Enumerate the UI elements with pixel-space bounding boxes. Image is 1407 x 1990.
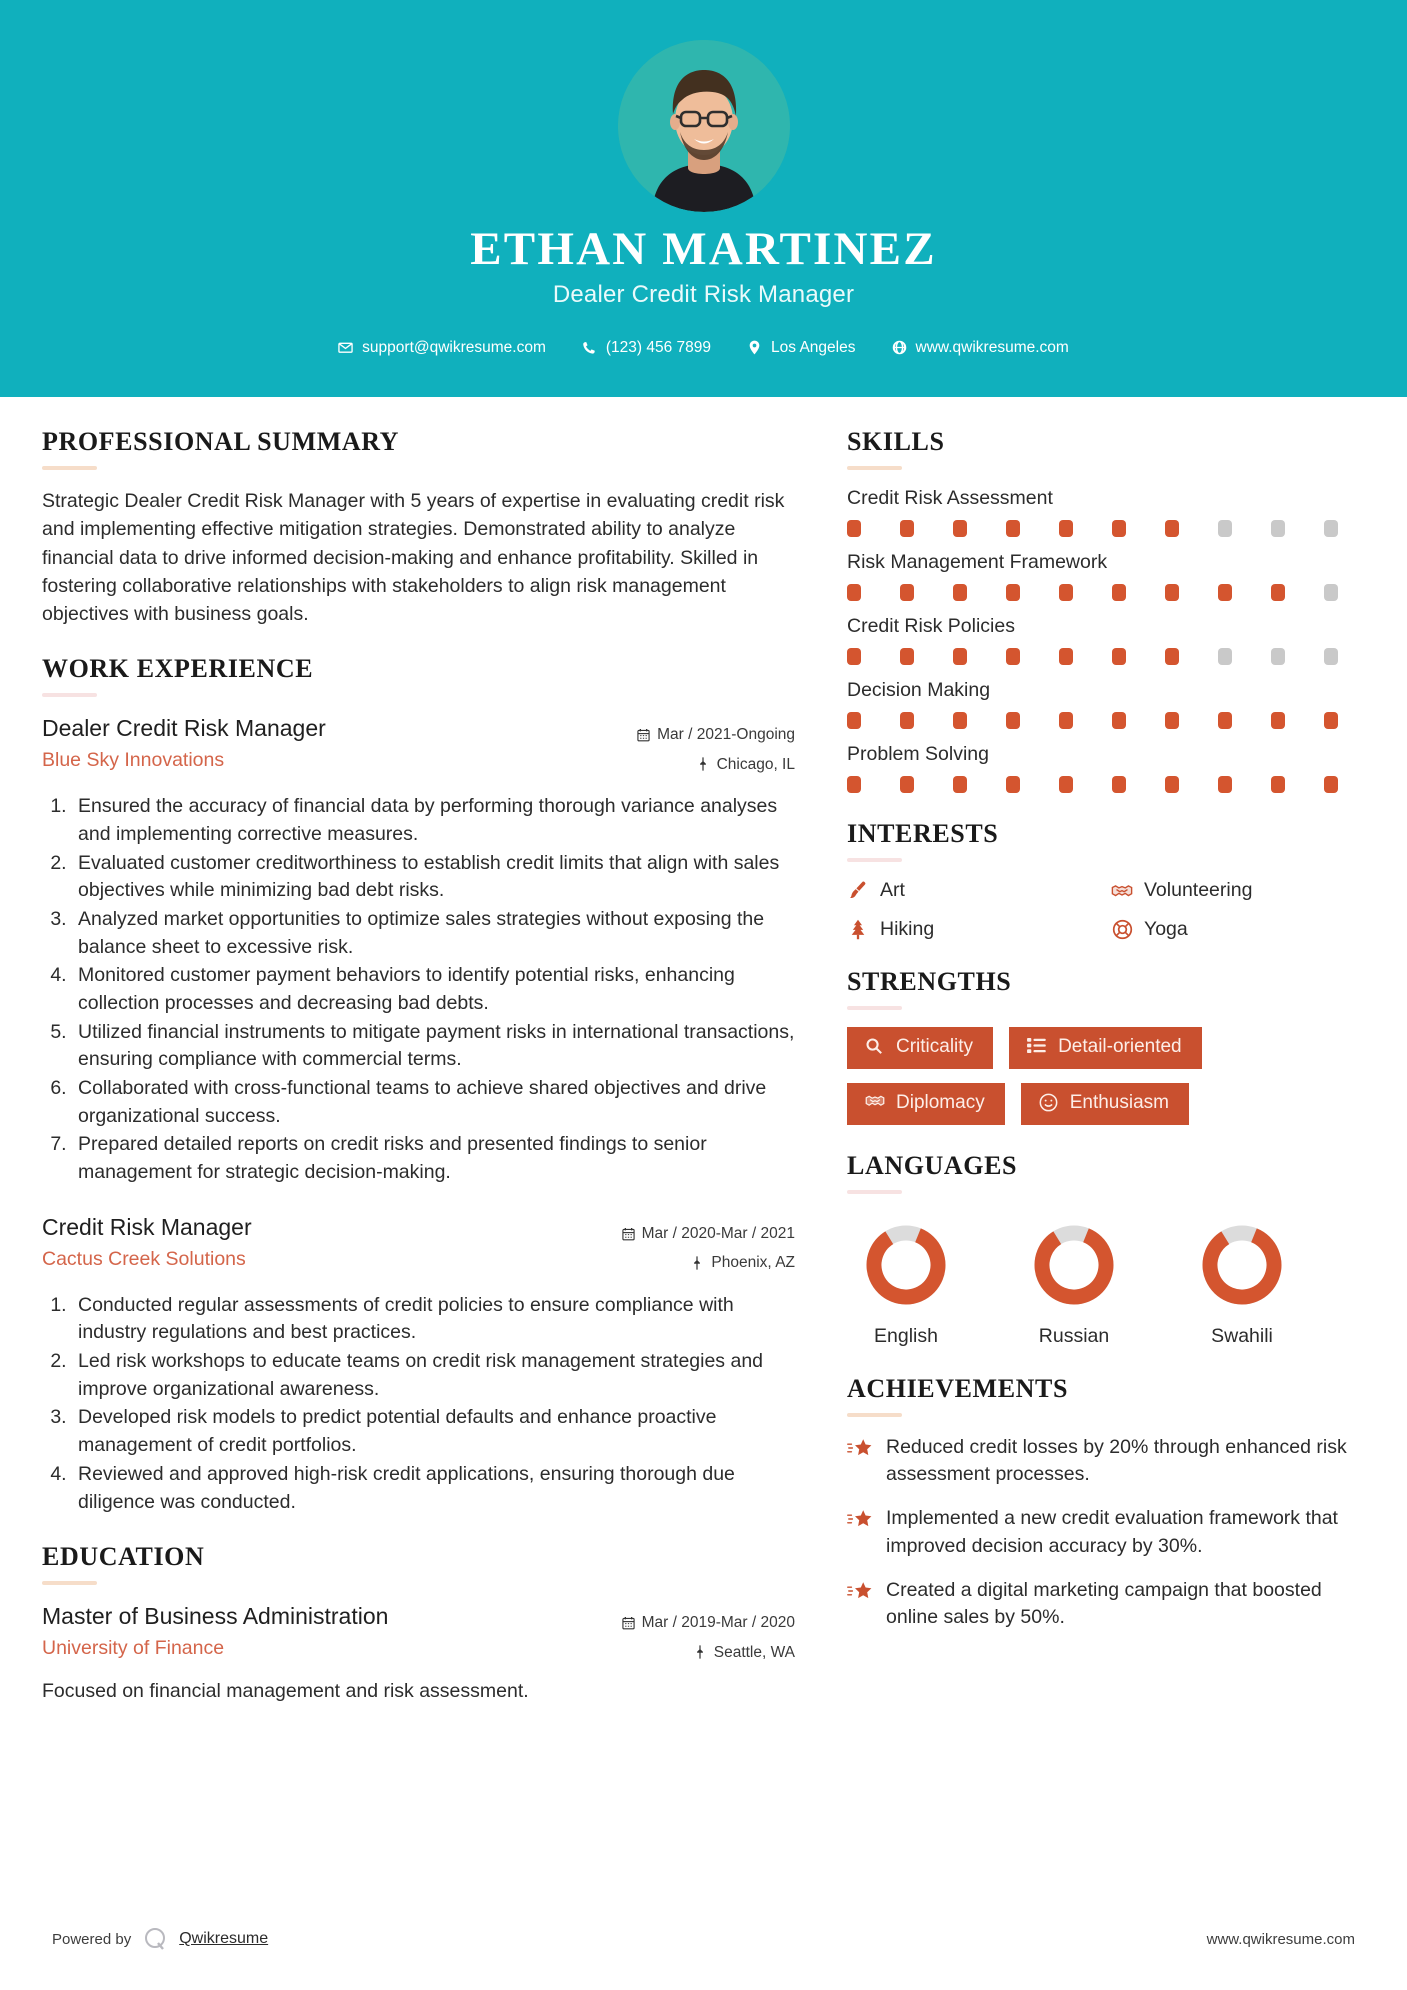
contact-email-text: support@qwikresume.com (362, 338, 546, 356)
skill-rating (847, 520, 1365, 537)
skill-dot (1059, 776, 1073, 793)
skill-dot (1271, 584, 1285, 601)
page-title: ETHAN MARTINEZ (470, 223, 937, 275)
section-title-interests: INTERESTS (847, 819, 999, 848)
skill-dot (1271, 648, 1285, 665)
skill-dot (1165, 712, 1179, 729)
strength-tag[interactable] (1009, 1027, 1202, 1069)
experience-organization: Cactus Creek Solutions (42, 1247, 246, 1270)
experience-entry (42, 1213, 795, 1516)
section-strengths (847, 967, 1365, 1125)
interest-item (847, 879, 1101, 902)
list-item: 1. Ensured the accuracy of financial data by performing thorough variance analyses and implementing corrective measures. (72, 793, 795, 848)
footer-website[interactable]: www.qwikresume.com (1206, 1930, 1355, 1948)
education-dates-line (585, 1608, 795, 1637)
list-icon (1027, 1037, 1047, 1057)
contact-phone[interactable] (564, 339, 729, 357)
list-item: 1. Conducted regular assessments of credit policies to ensure compliance with industry regulations and best practices. (72, 1292, 795, 1347)
experience-bullets (42, 1292, 795, 1517)
contact-location-text: Los Angeles (771, 338, 856, 356)
skill-dot (1059, 520, 1073, 537)
list-item: 2. Led risk workshops to educate teams on credit risk management strategies and improve organizational awareness. (72, 1348, 795, 1403)
skill-rating (847, 648, 1365, 665)
section-title-education: EDUCATION (42, 1542, 205, 1572)
experience-location-line (585, 1248, 795, 1277)
section-work-experience (42, 654, 795, 1516)
section-title-work-experience: WORK EXPERIENCE (42, 654, 314, 684)
skill-dot (900, 776, 914, 793)
interest-label: Yoga (1144, 918, 1188, 940)
skill-dot (953, 584, 967, 601)
handshake-icon (865, 1093, 885, 1113)
experience-entry-header (42, 1213, 795, 1278)
experience-meta (585, 714, 795, 779)
interest-label: Volunteering (1144, 879, 1253, 901)
education-description: Focused on financial management and risk assessment. (42, 1680, 529, 1703)
magnifier-icon (865, 1037, 885, 1057)
skill-dot (900, 584, 914, 601)
skill-dot (1165, 520, 1179, 537)
skill-dot (953, 648, 967, 665)
section-title-skills: SKILLS (847, 427, 945, 456)
skill-dot (1218, 712, 1232, 729)
map-pin-icon (694, 1645, 707, 1659)
list-item: 5. Utilized financial instruments to mitigate payment risks in international transactions, ensuring compliance with commercial terms. (72, 1019, 795, 1074)
education-entry-header (42, 1602, 795, 1667)
strengths-list (847, 1027, 1365, 1125)
skill-dot (847, 648, 861, 665)
contact-website[interactable] (874, 339, 1087, 357)
envelope-icon (338, 340, 353, 355)
skill-dot (900, 520, 914, 537)
footer (0, 1926, 1407, 1952)
experience-dates: Mar / 2021-Ongoing (657, 726, 795, 744)
skill-dot (1059, 712, 1073, 729)
interest-item (1111, 879, 1365, 902)
experience-entry-left (42, 714, 585, 772)
experience-dates-line (585, 1219, 795, 1248)
list-item: 4. Monitored customer payment behaviors to identify potential risks, enhancing collection processes and decreasing bad debts. (72, 962, 795, 1017)
list-item: 3. Developed risk models to predict potential defaults and enhance proactive management of credit portfolios. (72, 1404, 795, 1459)
strength-label: Criticality (896, 1036, 974, 1057)
section-title-languages: LANGUAGES (847, 1150, 1018, 1180)
section-skills (847, 427, 1365, 793)
skill-dot (847, 584, 861, 601)
footer-brand-link[interactable]: Qwikresume (179, 1930, 269, 1947)
skill-dot (1006, 648, 1020, 665)
handshake-icon (1111, 880, 1133, 902)
section-rule (42, 1581, 97, 1585)
languages-list (847, 1211, 1365, 1348)
contact-row (0, 339, 1407, 357)
experience-entry-header (42, 714, 795, 779)
education-entry-left (42, 1602, 585, 1660)
education-meta (585, 1602, 795, 1667)
list-item: 3. Analyzed market opportunities to optimize sales strategies without exposing the balance sheet to excessive risk. (72, 906, 795, 961)
interest-label: Art (880, 879, 905, 901)
skill-dot (847, 712, 861, 729)
skill-dot (1218, 776, 1232, 793)
list-item: 4. Reviewed and approved high-risk credit applications, ensuring thorough due diligence was conducted. (72, 1461, 795, 1516)
skill-dot (1324, 712, 1338, 729)
interest-item (847, 918, 1101, 941)
list-item: 7. Prepared detailed reports on credit risks and presented findings to senior management for strategic decision-making. (72, 1131, 795, 1186)
achievement-item (847, 1505, 1365, 1560)
skill-dot (1218, 584, 1232, 601)
skill-dot (1112, 712, 1126, 729)
skill-rating (847, 776, 1365, 793)
experience-entry-left (42, 1213, 585, 1271)
section-rule (42, 693, 97, 697)
language-label: Russian (1038, 1324, 1110, 1347)
list-item: 6. Collaborated with cross-functional teams to achieve shared objectives and drive organizational success. (72, 1075, 795, 1130)
section-title-professional-summary: PROFESSIONAL SUMMARY (42, 427, 400, 456)
skill-dot (1324, 776, 1338, 793)
skill-row (847, 551, 1365, 601)
tree-icon (847, 919, 869, 941)
achievement-item (847, 1434, 1365, 1489)
education-degree: Master of Business Administration (42, 1603, 389, 1630)
section-languages (847, 1151, 1365, 1348)
phone-icon (582, 340, 597, 355)
footer-powered-by (52, 1926, 268, 1952)
achievement-item (847, 1577, 1365, 1632)
experience-dates: Mar / 2020-Mar / 2021 (641, 1224, 795, 1242)
language-donut (1028, 1219, 1120, 1311)
location-pin-icon (747, 340, 762, 355)
education-location: Seattle, WA (713, 1643, 795, 1661)
skill-dot (1006, 776, 1020, 793)
language-item (847, 1219, 965, 1348)
strength-label: Diplomacy (896, 1091, 985, 1113)
calendar-icon (622, 1227, 635, 1241)
interest-label: Hiking (880, 918, 935, 940)
experience-location: Phoenix, AZ (711, 1254, 795, 1272)
experience-entry (42, 714, 795, 1187)
lifebuoy-icon (1111, 919, 1133, 941)
strength-tag[interactable] (847, 1083, 1005, 1125)
skill-dot (953, 776, 967, 793)
section-education (42, 1542, 795, 1705)
language-label: Swahili (1211, 1324, 1273, 1347)
interest-item (1111, 918, 1365, 941)
experience-location: Chicago, IL (716, 755, 795, 773)
star-icon (847, 1581, 873, 1605)
skill-dot (1218, 648, 1232, 665)
right-column (837, 397, 1365, 1731)
skill-rating (847, 712, 1365, 729)
list-item: 2. Evaluated customer creditworthiness to establish credit limits that align with sales objectives while minimizing bad debt risks. (72, 850, 795, 905)
section-rule (847, 858, 902, 862)
skill-dot (1165, 584, 1179, 601)
skill-row (847, 487, 1365, 537)
star-icon (847, 1509, 873, 1533)
qwikresume-logo-icon (142, 1926, 168, 1952)
skill-row (847, 615, 1365, 665)
skill-dot (1271, 712, 1285, 729)
strength-label: Enthusiasm (1069, 1091, 1169, 1113)
avatar (618, 40, 790, 212)
education-dates: Mar / 2019-Mar / 2020 (641, 1614, 795, 1632)
smiley-icon (1039, 1093, 1059, 1113)
skill-dot (900, 712, 914, 729)
skill-dot (953, 520, 967, 537)
skill-dot (1006, 712, 1020, 729)
section-rule (847, 1006, 902, 1010)
skill-dot (847, 776, 861, 793)
experience-dates-line (585, 720, 795, 749)
skill-dot (953, 712, 967, 729)
skill-dot (1112, 648, 1126, 665)
education-entry (42, 1602, 795, 1705)
calendar-icon (637, 728, 650, 742)
skill-row (847, 679, 1365, 729)
header-job-title: Dealer Credit Risk Manager (552, 280, 855, 308)
paintbrush-icon (847, 880, 869, 902)
experience-bullets (42, 793, 795, 1187)
globe-icon (892, 340, 907, 355)
contact-website-text: www.qwikresume.com (915, 338, 1069, 356)
left-column (42, 397, 837, 1731)
skill-rating (847, 584, 1365, 601)
resume-header (0, 0, 1407, 397)
skill-dot (1006, 520, 1020, 537)
section-professional-summary (42, 427, 795, 628)
skill-dot (1112, 584, 1126, 601)
education-organization: University of Finance (42, 1637, 225, 1660)
skill-dot (1271, 776, 1285, 793)
contact-email[interactable] (320, 339, 564, 357)
skill-label: Credit Risk Policies (847, 615, 1015, 637)
skill-dot (1112, 776, 1126, 793)
map-pin-icon (691, 1256, 704, 1270)
contact-location[interactable] (729, 339, 873, 357)
skill-label: Decision Making (847, 679, 991, 701)
skill-dot (1324, 584, 1338, 601)
map-pin-icon (697, 757, 710, 771)
skill-dot (1059, 648, 1073, 665)
experience-role: Credit Risk Manager (42, 1213, 252, 1240)
resume-body (0, 397, 1407, 1731)
experience-location-line (585, 750, 795, 779)
section-rule (847, 1413, 902, 1417)
skill-dot (1218, 520, 1232, 537)
skill-dot (900, 648, 914, 665)
skill-dot (1165, 648, 1179, 665)
section-interests (847, 819, 1365, 941)
professional-summary-text: Strategic Dealer Credit Risk Manager with 5 years of expertise in evaluating credit risk and implementing effective mitigation strategies. Demonstrated ability to analyze financial data to drive informed decision-making and enhance profitability. Skilled in fostering collaborative relationships with stakeholders to align risk management objectives with business goals. (42, 490, 785, 626)
interests-grid (847, 879, 1365, 941)
skill-label: Risk Management Framework (847, 551, 1108, 573)
experience-role: Dealer Credit Risk Manager (42, 715, 326, 742)
skill-dot (1271, 520, 1285, 537)
strength-tag[interactable] (847, 1027, 993, 1069)
language-item (1183, 1219, 1301, 1348)
strength-tag[interactable] (1021, 1083, 1189, 1125)
star-icon (847, 1438, 873, 1462)
experience-meta (585, 1213, 795, 1278)
strength-label: Detail-oriented (1058, 1036, 1182, 1057)
section-rule (847, 1190, 902, 1194)
section-title-strengths: STRENGTHS (847, 967, 1012, 996)
skill-dot (847, 520, 861, 537)
avatar-photo (618, 40, 790, 212)
education-location-line (585, 1638, 795, 1667)
section-achievements (847, 1374, 1365, 1632)
language-item (1015, 1219, 1133, 1348)
language-donut (860, 1219, 952, 1311)
language-donut (1196, 1219, 1288, 1311)
achievement-text: Created a digital marketing campaign that boosted online sales by 50%. (886, 1578, 1322, 1629)
achievement-text: Implemented a new credit evaluation framework that improved decision accuracy by 30%. (886, 1507, 1338, 1557)
skill-dot (1324, 648, 1338, 665)
section-title-achievements: ACHIEVEMENTS (847, 1373, 1069, 1403)
section-rule (847, 466, 902, 470)
skill-dot (1165, 776, 1179, 793)
calendar-icon (622, 1616, 635, 1630)
skill-dot (1324, 520, 1338, 537)
skill-dot (1112, 520, 1126, 537)
skill-label: Problem Solving (847, 743, 989, 765)
footer-powered-label: Powered by (52, 1930, 132, 1948)
skill-dot (1059, 584, 1073, 601)
skill-dot (1006, 584, 1020, 601)
skill-row (847, 743, 1365, 793)
contact-phone-text: (123) 456 7899 (605, 338, 712, 356)
language-label: English (874, 1324, 938, 1347)
experience-organization: Blue Sky Innovations (42, 749, 225, 772)
achievement-text: Reduced credit losses by 20% through enhanced risk assessment processes. (886, 1435, 1347, 1486)
section-rule (42, 466, 97, 470)
skill-label: Credit Risk Assessment (847, 487, 1053, 509)
